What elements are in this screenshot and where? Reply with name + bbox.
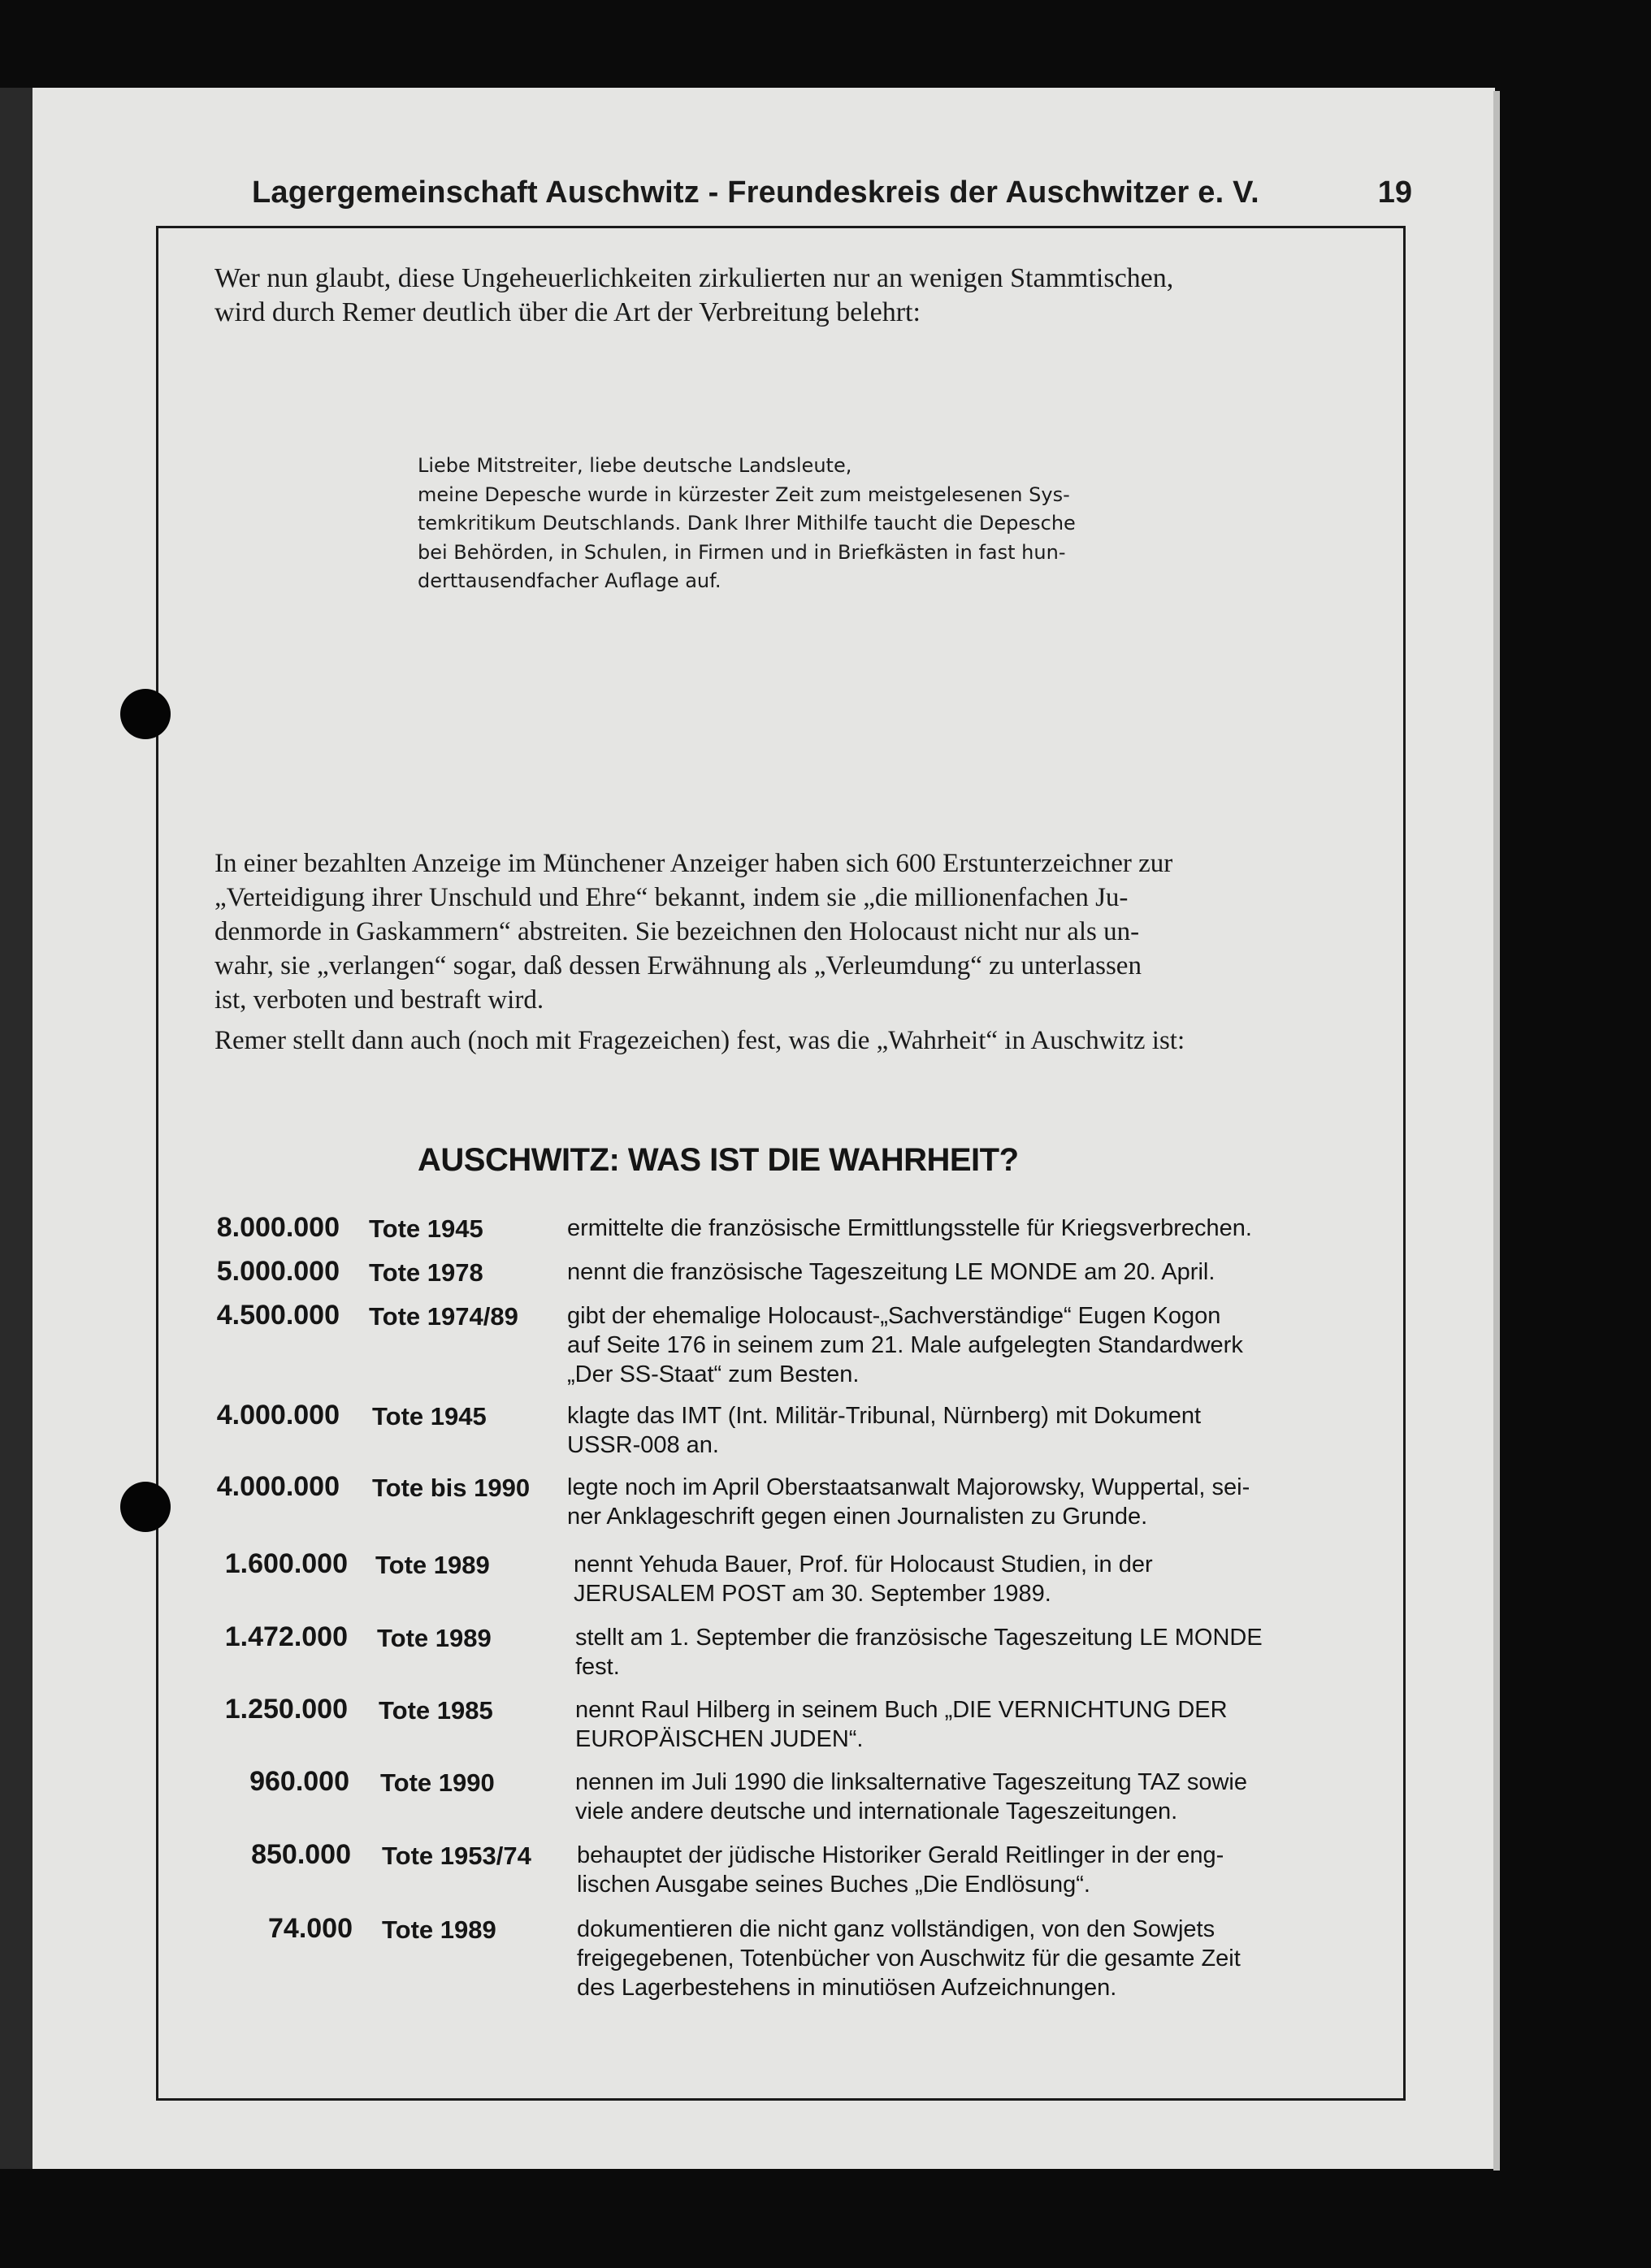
row-desc-line: gibt der ehemalige Holocaust-„Sachverständige“ Eugen Kogon	[567, 1303, 1221, 1329]
row-year: Tote 1989	[377, 1624, 492, 1652]
quote-line: Liebe Mitstreiter, liebe deutsche Landsleute,	[418, 454, 852, 477]
quote-line: temkritikum Deutschlands. Dank Ihrer Mithilfe taucht die Depesche	[418, 512, 1076, 535]
body-line: In einer bezahlten Anzeige im Münchener Anzeiger haben sich 600 Erstunterzeichner zur	[214, 849, 1173, 878]
page-number: 19	[1377, 175, 1412, 210]
row-description	[577, 1915, 1389, 2002]
row-desc-line: legte noch im April Oberstaatsanwalt Majorowsky, Wuppertal, sei-	[567, 1474, 1250, 1500]
quote-line: bei Behörden, in Schulen, in Firmen und in Briefkästen in fast hun-	[418, 540, 1066, 564]
row-description	[567, 1401, 1380, 1460]
body-line: wahr, sie „verlangen“ sogar, daß dessen Erwähnung als „Verleumdung“ zu unterlassen	[214, 951, 1142, 980]
row-description	[574, 1550, 1386, 1608]
row-desc-line: auf Seite 176 in seinem zum 21. Male aufgelegten Standardwerk	[567, 1332, 1243, 1358]
row-description	[567, 1473, 1380, 1531]
remer-line: Remer stellt dann auch (noch mit Fragezeichen) fest, was die „Wahrheit“ in Auschwitz ist:	[214, 1026, 1185, 1055]
row-number: 5.000.000	[216, 1256, 340, 1287]
row-desc-line: dokumentieren die nicht ganz vollständigen, von den Sowjets	[577, 1916, 1216, 1942]
row-desc-line: lischen Ausgabe seines Buches „Die Endlösung“.	[577, 1872, 1090, 1898]
row-number: 1.472.000	[224, 1621, 348, 1652]
row-desc-line: nennt Yehuda Bauer, Prof. für Holocaust Studien, in der	[574, 1552, 1153, 1578]
row-desc-line: nennt die französische Tageszeitung LE MONDE am 20. April.	[567, 1259, 1216, 1285]
row-desc-line: stellt am 1. September die französische Tageszeitung LE MONDE	[575, 1625, 1263, 1651]
row-number: 8.000.000	[216, 1212, 340, 1243]
row-description	[567, 1214, 1380, 1243]
row-year: Tote 1989	[375, 1551, 490, 1579]
row-year: Tote 1985	[379, 1696, 493, 1725]
intro-line: wird durch Remer deutlich über die Art der Verbreitung belehrt:	[214, 297, 921, 327]
row-year: Tote 1978	[369, 1258, 483, 1287]
row-desc-line: ner Anklageschrift gegen einen Journalisten zu Grunde.	[567, 1504, 1148, 1530]
row-year: Tote 1974/89	[369, 1302, 518, 1331]
row-number: 4.000.000	[216, 1400, 340, 1430]
row-desc-line: des Lagerbestehens in minutiösen Aufzeichnungen.	[577, 1975, 1117, 2001]
quote-line: derttausendfacher Auflage auf.	[418, 569, 722, 592]
row-desc-line: behauptet der jüdische Historiker Gerald Reitlinger in der eng-	[577, 1842, 1224, 1868]
body-line: ist, verboten und bestraft wird.	[214, 985, 544, 1015]
row-description	[577, 1841, 1389, 1899]
row-desc-line: nennen im Juli 1990 die linksalternative Tageszeitung TAZ sowie	[575, 1769, 1247, 1795]
row-desc-line: klagte das IMT (Int. Militär-Tribunal, Nürnberg) mit Dokument	[567, 1403, 1202, 1429]
row-year: Tote 1953/74	[382, 1842, 531, 1870]
row-number: 4.500.000	[216, 1300, 340, 1331]
row-number: 850.000	[251, 1839, 351, 1870]
row-year: Tote 1989	[382, 1915, 496, 1944]
body-line: denmorde in Gaskammern“ abstreiten. Sie bezeichnen den Holocaust nicht nur als un-	[214, 917, 1140, 946]
row-number: 1.600.000	[224, 1548, 348, 1579]
row-description	[567, 1301, 1380, 1389]
row-description	[575, 1768, 1388, 1826]
row-desc-line: freigegebenen, Totenbücher von Auschwitz für die gesamte Zeit	[577, 1946, 1241, 1972]
punch-hole	[120, 1482, 171, 1532]
row-number: 960.000	[249, 1766, 349, 1797]
row-desc-line: fest.	[575, 1654, 620, 1680]
row-year: Tote 1945	[369, 1214, 483, 1243]
row-description	[575, 1623, 1388, 1682]
row-desc-line: JERUSALEM POST am 30. September 1989.	[574, 1581, 1051, 1607]
row-desc-line: „Der SS-Staat“ zum Besten.	[567, 1361, 860, 1387]
row-desc-line: nennt Raul Hilberg in seinem Buch „DIE VERNICHTUNG DER	[575, 1697, 1228, 1723]
row-desc-line: viele andere deutsche und internationale Tageszeitungen.	[575, 1798, 1178, 1824]
row-desc-line: EUROPÄISCHEN JUDEN“.	[575, 1726, 864, 1752]
row-number: 1.250.000	[224, 1694, 348, 1725]
row-number: 4.000.000	[216, 1471, 340, 1502]
row-year: Tote 1945	[372, 1402, 487, 1430]
quote-line: meine Depesche wurde in kürzester Zeit zum meistgelesenen Sys-	[418, 483, 1070, 506]
row-desc-line: ermittelte die französische Ermittlungsstelle für Kriegsverbrechen.	[567, 1215, 1252, 1241]
header-title: Lagergemeinschaft Auschwitz - Freundeskreis der Auschwitzer e. V.	[252, 175, 1259, 210]
row-desc-line: USSR-008 an.	[567, 1432, 719, 1458]
punch-hole	[120, 689, 171, 739]
intro-line: Wer nun glaubt, diese Ungeheuerlichkeiten zirkulierten nur an wenigen Stammtischen,	[214, 263, 1174, 293]
body-line: „Verteidigung ihrer Unschuld und Ehre“ bekannt, indem sie „die millionenfachen Ju-	[214, 883, 1129, 912]
row-year: Tote 1990	[380, 1768, 495, 1797]
table-heading: AUSCHWITZ: WAS IST DIE WAHRHEIT?	[418, 1142, 1019, 1178]
row-description	[575, 1695, 1388, 1754]
row-year: Tote bis 1990	[372, 1474, 531, 1502]
row-description	[567, 1257, 1380, 1287]
row-number: 74.000	[268, 1913, 353, 1944]
